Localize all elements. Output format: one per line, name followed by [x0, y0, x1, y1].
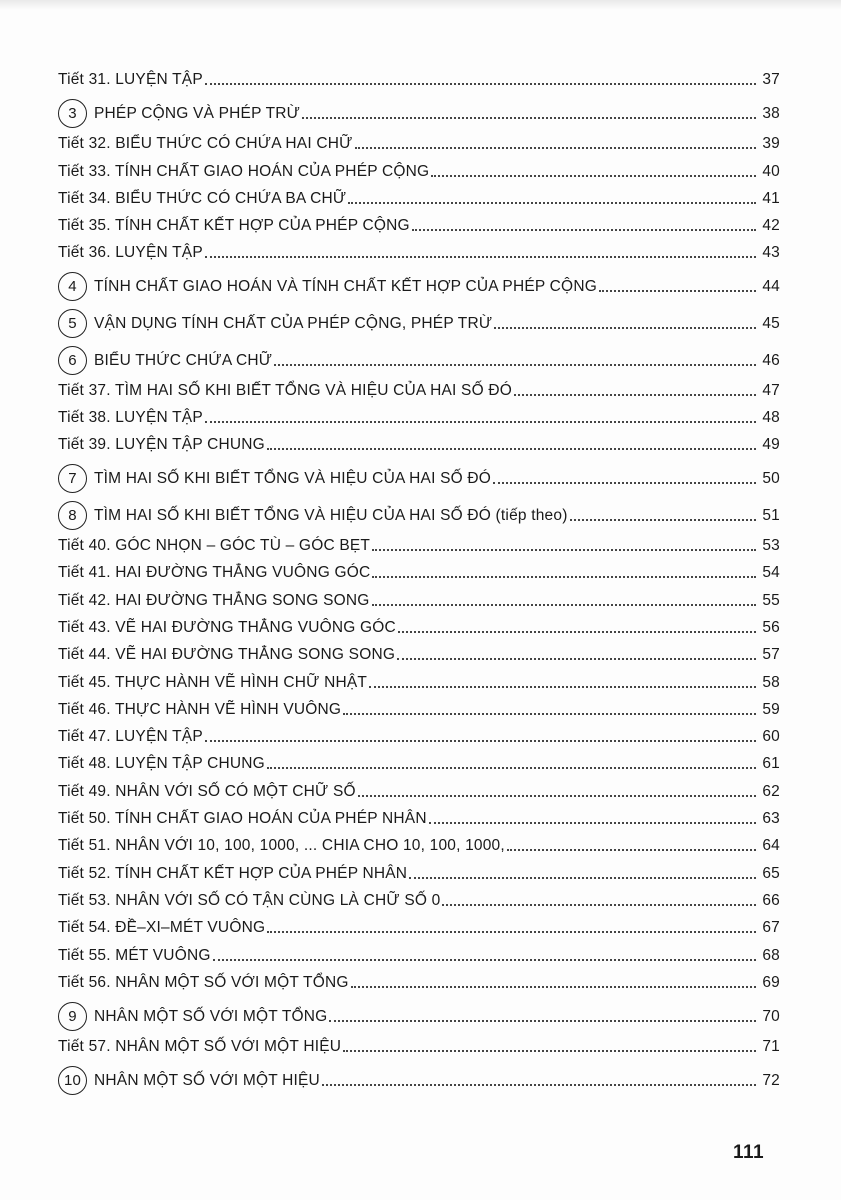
dot-leader	[397, 658, 756, 660]
table-of-contents	[58, 62, 780, 1093]
dot-leader	[302, 117, 756, 119]
toc-chapter-entry	[58, 89, 780, 126]
toc-entry-title: Tiết 53. NHÂN VỚI SỐ CÓ TẬN CÙNG LÀ CHỮ SỐ 0	[58, 891, 441, 909]
toc-lesson-entry	[58, 62, 780, 89]
toc-lesson-entry	[58, 664, 780, 691]
toc-entry-page: 62	[762, 782, 780, 800]
toc-entry-title: Tiết 57. NHÂN MỘT SỐ VỚI MỘT HIỆU	[58, 1037, 342, 1055]
chapter-number-badge: 5	[58, 309, 87, 338]
toc-chapter-entry	[58, 992, 780, 1029]
toc-entry-title: NHÂN MỘT SỐ VỚI MỘT TỔNG	[94, 1007, 328, 1025]
toc-entry-title: Tiết 51. NHÂN VỚI 10, 100, 1000, ... CHIA CHO 10, 100, 1000,	[58, 837, 505, 855]
toc-lesson-entry	[58, 555, 780, 582]
chapter-number-badge: 8	[58, 501, 87, 530]
toc-entry-title: TÌM HAI SỐ KHI BIẾT TỔNG VÀ HIỆU CỦA HAI SỐ ĐÓ	[94, 470, 492, 488]
chapter-number-badge: 3	[58, 99, 87, 128]
toc-lesson-entry	[58, 773, 780, 800]
dot-leader	[274, 364, 756, 366]
toc-entry-title: Tiết 46. THỰC HÀNH VẼ HÌNH VUÔNG	[58, 700, 342, 718]
toc-chapter-entry	[58, 491, 780, 528]
toc-lesson-entry	[58, 235, 780, 262]
dot-leader	[409, 877, 756, 879]
dot-leader	[343, 1050, 756, 1052]
chapter-number-badge: 4	[58, 272, 87, 301]
dot-leader	[429, 822, 756, 824]
toc-entry-page: 72	[762, 1071, 780, 1089]
toc-entry-title: Tiết 42. HAI ĐƯỜNG THẲNG SONG SONG	[58, 591, 370, 609]
dot-leader	[599, 290, 756, 292]
dot-leader	[442, 904, 756, 906]
toc-entry-title: Tiết 39. LUYỆN TẬP CHUNG	[58, 436, 265, 454]
dot-leader	[329, 1020, 756, 1022]
dot-leader	[322, 1084, 756, 1086]
toc-entry-page: 55	[762, 591, 780, 609]
chapter-number-badge: 7	[58, 464, 87, 493]
dot-leader	[348, 202, 756, 204]
toc-entry-page: 39	[762, 135, 780, 153]
dot-leader	[507, 849, 756, 851]
toc-entry-page: 53	[762, 537, 780, 555]
toc-lesson-entry	[58, 610, 780, 637]
toc-entry-title: Tiết 55. MÉT VUÔNG	[58, 946, 211, 964]
dot-leader	[514, 394, 756, 396]
toc-entry-page: 69	[762, 973, 780, 991]
toc-entry-page: 41	[762, 189, 780, 207]
toc-entry-page: 44	[762, 278, 780, 296]
toc-lesson-entry	[58, 910, 780, 937]
dot-leader	[431, 175, 756, 177]
toc-lesson-entry	[58, 582, 780, 609]
toc-entry-title: Tiết 34. BIỂU THỨC CÓ CHỨA BA CHỮ	[58, 189, 347, 207]
toc-entry-title: Tiết 48. LUYỆN TẬP CHUNG	[58, 755, 265, 773]
toc-lesson-entry	[58, 801, 780, 828]
toc-entry-page: 66	[762, 891, 780, 909]
toc-entry-title: Tiết 52. TÍNH CHẤT KẾT HỢP CỦA PHÉP NHÂN	[58, 864, 408, 882]
toc-entry-title: Tiết 47. LUYỆN TẬP	[58, 728, 203, 746]
toc-entry-title: Tiết 49. NHÂN VỚI SỐ CÓ MỘT CHỮ SỐ	[58, 782, 356, 800]
toc-entry-title: Tiết 38. LUYỆN TẬP	[58, 409, 203, 427]
toc-lesson-entry	[58, 883, 780, 910]
dot-leader	[372, 604, 756, 606]
dot-leader	[355, 147, 756, 149]
toc-entry-page: 46	[762, 351, 780, 369]
dot-leader	[398, 631, 756, 633]
toc-chapter-entry	[58, 262, 780, 299]
toc-lesson-entry	[58, 126, 780, 153]
toc-entry-page: 71	[762, 1037, 780, 1055]
dot-leader	[205, 256, 756, 258]
page-number: 111	[733, 1142, 765, 1163]
toc-lesson-entry	[58, 719, 780, 746]
toc-entry-title: Tiết 33. TÍNH CHẤT GIAO HOÁN CỦA PHÉP CỘNG	[58, 162, 430, 180]
toc-entry-title: Tiết 50. TÍNH CHẤT GIAO HOÁN CỦA PHÉP NHÂN	[58, 810, 427, 828]
toc-entry-title: TÌM HAI SỐ KHI BIẾT TỔNG VÀ HIỆU CỦA HAI SỐ ĐÓ (tiếp theo)	[94, 506, 568, 524]
toc-entry-page: 60	[762, 728, 780, 746]
dot-leader	[205, 740, 756, 742]
dot-leader	[358, 795, 756, 797]
chapter-number-badge: 6	[58, 346, 87, 375]
dot-leader	[493, 482, 756, 484]
toc-lesson-entry	[58, 828, 780, 855]
toc-entry-page: 49	[762, 436, 780, 454]
toc-entry-page: 56	[762, 618, 780, 636]
dot-leader	[372, 549, 756, 551]
toc-entry-title: Tiết 56. NHÂN MỘT SỐ VỚI MỘT TỔNG	[58, 973, 349, 991]
toc-lesson-entry	[58, 855, 780, 882]
dot-leader	[372, 576, 756, 578]
toc-entry-page: 59	[762, 700, 780, 718]
dot-leader	[267, 448, 756, 450]
dot-leader	[213, 959, 756, 961]
toc-entry-title: VẬN DỤNG TÍNH CHẤT CỦA PHÉP CỘNG, PHÉP TRỪ	[94, 314, 493, 332]
toc-entry-page: 65	[762, 864, 780, 882]
toc-chapter-entry	[58, 299, 780, 336]
toc-entry-title: Tiết 43. VẼ HAI ĐƯỜNG THẲNG VUÔNG GÓC	[58, 618, 396, 636]
toc-entry-page: 50	[762, 470, 780, 488]
toc-entry-page: 58	[762, 673, 780, 691]
dot-leader	[412, 229, 756, 231]
dot-leader	[343, 713, 756, 715]
toc-entry-title: Tiết 31. LUYỆN TẬP	[58, 71, 203, 89]
dot-leader	[267, 767, 756, 769]
toc-chapter-entry	[58, 1056, 780, 1093]
dot-leader	[205, 421, 756, 423]
dot-leader	[369, 686, 756, 688]
toc-lesson-entry	[58, 746, 780, 773]
toc-entry-page: 51	[762, 506, 780, 524]
toc-entry-page: 63	[762, 810, 780, 828]
toc-lesson-entry	[58, 937, 780, 964]
toc-lesson-entry	[58, 208, 780, 235]
toc-chapter-entry	[58, 454, 780, 491]
toc-entry-page: 61	[762, 755, 780, 773]
toc-lesson-entry	[58, 427, 780, 454]
toc-entry-title: Tiết 35. TÍNH CHẤT KẾT HỢP CỦA PHÉP CỘNG	[58, 217, 410, 235]
toc-entry-title: Tiết 45. THỰC HÀNH VẼ HÌNH CHỮ NHẬT	[58, 673, 368, 691]
toc-lesson-entry	[58, 373, 780, 400]
toc-entry-title: PHÉP CỘNG VÀ PHÉP TRỪ	[94, 104, 301, 122]
toc-entry-page: 70	[762, 1007, 780, 1025]
toc-chapter-entry	[58, 336, 780, 373]
dot-leader	[494, 327, 756, 329]
toc-lesson-entry	[58, 637, 780, 664]
toc-entry-page: 37	[762, 71, 780, 89]
toc-entry-page: 38	[762, 104, 780, 122]
toc-lesson-entry	[58, 528, 780, 555]
chapter-number-badge: 9	[58, 1002, 87, 1031]
toc-entry-title: NHÂN MỘT SỐ VỚI MỘT HIỆU	[94, 1071, 320, 1089]
toc-lesson-entry	[58, 692, 780, 719]
toc-entry-page: 64	[762, 837, 780, 855]
toc-lesson-entry	[58, 181, 780, 208]
toc-entry-title: Tiết 44. VẼ HAI ĐƯỜNG THẲNG SONG SONG	[58, 646, 396, 664]
toc-entry-page: 68	[762, 946, 780, 964]
toc-lesson-entry	[58, 400, 780, 427]
toc-entry-page: 67	[762, 919, 780, 937]
chapter-number-badge: 10	[58, 1066, 87, 1095]
toc-entry-title: Tiết 32. BIỂU THỨC CÓ CHỨA HAI CHỮ	[58, 135, 353, 153]
toc-entry-page: 57	[762, 646, 780, 664]
scan-edge-shadow	[0, 0, 841, 10]
toc-lesson-entry	[58, 965, 780, 992]
dot-leader	[205, 83, 756, 85]
dot-leader	[267, 931, 756, 933]
toc-entry-page: 48	[762, 409, 780, 427]
dot-leader	[570, 519, 756, 521]
toc-entry-title: Tiết 54. ĐỀ–XI–MÉT VUÔNG	[58, 919, 266, 937]
toc-entry-page: 42	[762, 217, 780, 235]
toc-lesson-entry	[58, 153, 780, 180]
toc-entry-title: TÍNH CHẤT GIAO HOÁN VÀ TÍNH CHẤT KẾT HỢP CỦA PHÉP CỘNG	[94, 278, 597, 296]
toc-entry-title: Tiết 36. LUYỆN TẬP	[58, 244, 203, 262]
toc-entry-title: BIỂU THỨC CHỨA CHỮ	[94, 351, 273, 369]
dot-leader	[351, 986, 756, 988]
toc-entry-page: 40	[762, 162, 780, 180]
toc-entry-title: Tiết 41. HAI ĐƯỜNG THẲNG VUÔNG GÓC	[58, 564, 371, 582]
toc-entry-page: 54	[762, 564, 780, 582]
toc-entry-title: Tiết 37. TÌM HAI SỐ KHI BIẾT TỔNG VÀ HIỆU CỦA HAI SỐ ĐÓ	[58, 381, 512, 399]
toc-entry-page: 47	[762, 381, 780, 399]
toc-entry-page: 43	[762, 244, 780, 262]
toc-entry-title: Tiết 40. GÓC NHỌN – GÓC TÙ – GÓC BẸT	[58, 537, 371, 555]
toc-lesson-entry	[58, 1029, 780, 1056]
toc-entry-page: 45	[762, 314, 780, 332]
